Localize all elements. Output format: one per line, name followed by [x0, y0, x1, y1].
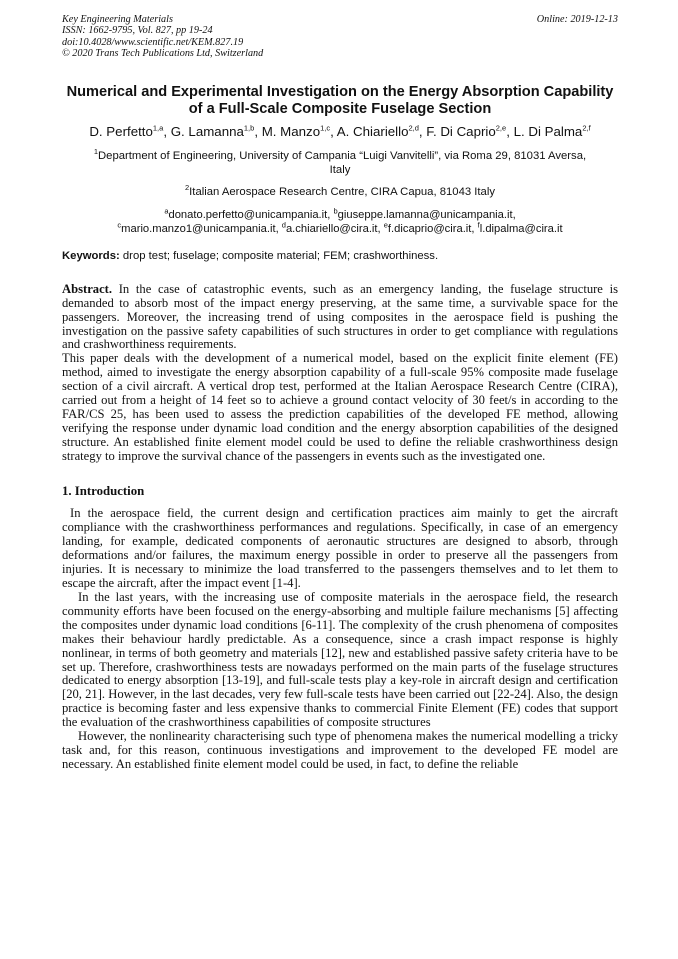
email-link[interactable]: a.chiariello@cira.it [285, 223, 378, 236]
journal-name: Key Engineering Materials [62, 14, 173, 25]
email-link[interactable]: l.dipalma@cira.it [479, 223, 563, 236]
section-heading-introduction: 1. Introduction [62, 484, 145, 499]
issn-line: ISSN: 1662-9795, Vol. 827, pp 19-24 [62, 25, 213, 37]
keywords [62, 249, 618, 263]
author: M. Manzo$^{1,c}$, [261, 123, 337, 139]
abstract-paragraph-1: Abstract. In the case of catastrophic events, such as an emergency landing, the fuselage structure is demanded to absorb most of the impact energy preserving, at the same time, a survivable space for the passengers. Moreover, the increasing trend of using composites in the aerospace field is pushing the investigation on the passive safety capabilities of such structures in order to get compliance with regulations and crashworthiness requirements. [62, 281, 618, 352]
affiliation-2: $^2$Italian Aerospace Research Centre, CIRA Capua, 81043 Italy [185, 183, 495, 199]
doi-line: doi:10.4028/www.scientific.net/KEM.827.19 [62, 36, 244, 48]
intro-paragraph-2: In the last years, with the increasing use of composite materials in the aerospace field, the research community efforts have been focused on the energy-absorbing and multiple failure mechanisms [5] affecting the composites under dynamic load conditions [6-11]. The complexity of the crush phenomena of composites makes their behaviour hardly predictable. As a consequence, since a crash impact response is highly nonlinear, in terms of both geometry and materials [12], new and established passive safety criteria have to be set up. Therefore, crashworthiness tests are nowadays performed on the main parts of the fuselage structures dedicated to energy absorption [13-19], and full-scale tests play a key-role in aircraft design and certification [20, 21]. However, in the last decades, very few full-scale tests have been carried out [22-24]. Also, the design practice is becoming faster and less expensive thanks to commercial Finite Element (FE) codes that support the evaluation of the crashworthiness capabilities of composite structures [62, 589, 618, 730]
author: G. Lamanna$^{1,b}$, [170, 123, 262, 139]
intro-paragraph-1: In the aerospace field, the current design and certification practices aim mainly to get the aircraft compliance with the crashworthiness performances and regulations. Specifically, in case of an emergency landing, for example, dedicated components of aeronautic structures are designed to absorb, through deformations and/or failures, the maximum energy possible in order to preserve all the passengers from injuries. It is necessary to minimize the load transferred to the passengers themselves and to let them to escape the aircraft, after the impact event [1-4]. [62, 506, 618, 590]
abstract-paragraph-2: This paper deals with the development of a numerical model, based on the explicit finite element (FE) method, aimed to investigate the energy absorption capability of a full-scale 95% composite made fuselage section of a civil aircraft. A vertical drop test, performed at the Italian Aerospace Research Centre (CIRA), carried out from a height of 14 feet so to achieve a ground contact velocity of 30 feet/s in according to the FAR/CS 25, has been used to assess the prediction capabilities of the developed FE method, allowing verifying the response under dynamic load condition and the energy absorption capabilities of the designed structure. An established finite element model could be used to define the reliable crashworthiness design strategy to improve the survival chance of the passengers in events such as the investigated one. [62, 351, 618, 464]
keywords-label: Keywords: [62, 249, 120, 262]
abstract [62, 283, 618, 464]
affiliation-1: $^1$Department of Engineering, University of Campania “Luigi Vanvitelli”, via Roma 29, 81031 Aversa, Italy [93, 146, 587, 177]
email-link[interactable]: mario.manzo1@unicampania.it [121, 223, 276, 236]
author: F. Di Caprio$^{2,e}$, [426, 123, 514, 139]
author-list [62, 123, 618, 141]
email-link[interactable]: f.dicaprio@cira.it [387, 223, 472, 236]
abstract-label: Abstract. [62, 281, 113, 296]
paper-page [62, 14, 618, 772]
paper-title: Numerical and Experimental Investigation on the Energy Absorption Capability of a Full-Scale Composite Fuselage Section [66, 83, 614, 118]
introduction-section [62, 507, 618, 772]
journal-header [62, 14, 618, 60]
online-date: Online: 2019-12-13 [536, 14, 618, 25]
author: D. Perfetto$^{1,a}$, [89, 123, 171, 139]
email-list: $^a$donato.perfetto@unicampania.it, $^b$giuseppe.lamanna@unicampania.it, $^c$mario.manzo1@unicampania.it, $^d$a.chiariello@cira.it, $^e$f.dicaprio@cira.it, $^f$l.dipalma@cira.it [117, 206, 563, 236]
author: L. Di Palma$^{2,f}$ [513, 123, 591, 139]
email-link[interactable]: giuseppe.lamanna@unicampania.it [337, 208, 513, 221]
author: A. Chiariello$^{2,d}$, [336, 123, 427, 139]
copyright-line: © 2020 Trans Tech Publications Ltd, Switzerland [62, 48, 264, 60]
email-link[interactable]: donato.perfetto@unicampania.it [168, 208, 328, 221]
intro-paragraph-3: However, the nonlinearity characterising such type of phenomena makes the numerical modelling a tricky task and, for this reason, continuous investigations and improvement to the developed FE model are necessary. An established finite element model could be used, in fact, to define the reliable [62, 729, 618, 772]
keywords-text: drop test; fuselage; composite material; FEM; crashworthiness. [119, 249, 439, 262]
